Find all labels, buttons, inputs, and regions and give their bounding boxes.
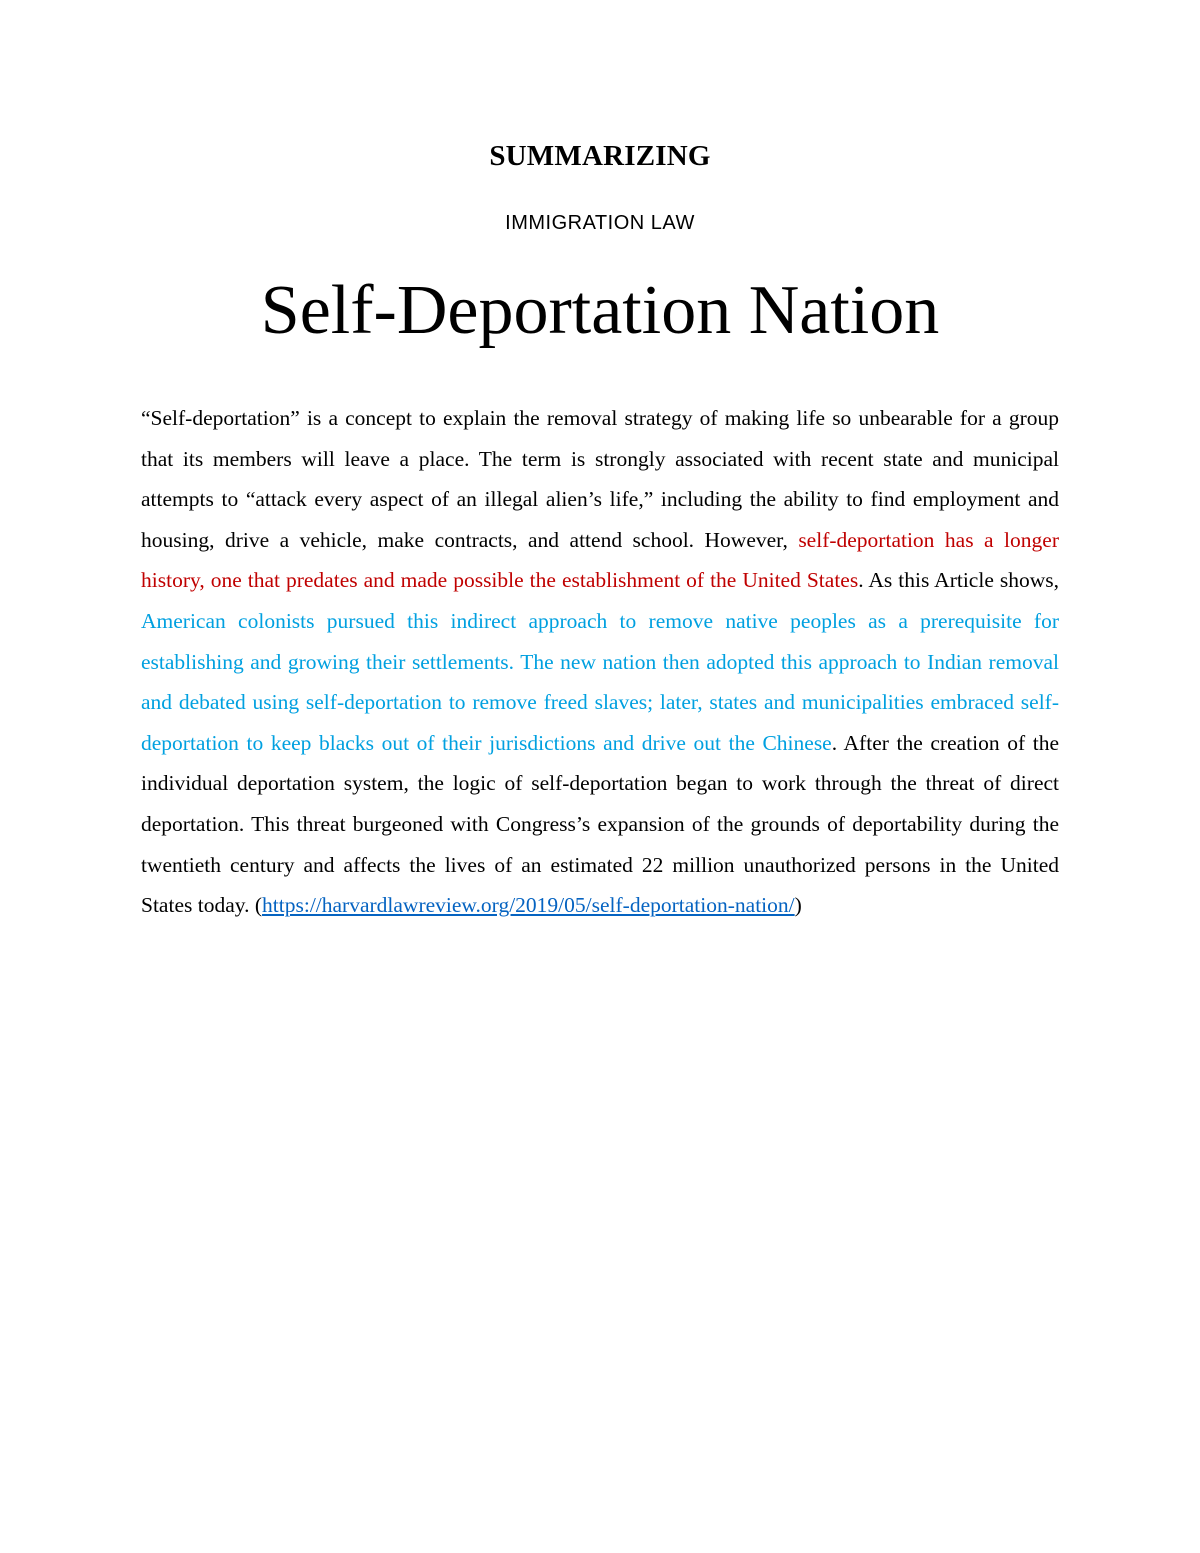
highlight-blue-text: American colonists pursued this indirect approach to remove native peoples as a prerequisite for establishing and growing their settlements. The new nation then adopted this approach to Indian removal and debated using self-deportation to remove freed slaves; later, states and municipalities embraced self-deportation to keep blacks out of their jurisdictions and drive out the Chinese xyxy=(141,608,1059,755)
summary-paragraph xyxy=(141,398,1059,926)
highlight-red-text: self-deportation has a longer history, one that predates and made possible the establishment of the United States xyxy=(141,527,1059,593)
paren-close: ) xyxy=(794,893,802,918)
paragraph-text-2: . As this Article shows, xyxy=(858,568,1059,593)
topic-subheading: IMMIGRATION LAW xyxy=(505,212,695,234)
paren-open: ( xyxy=(254,893,263,918)
paragraph-text-3: . After the creation of the individual deportation system, the logic of self-deportation began to work through the threat of direct deportation. This threat burgeoned with Congress’s expansion of the grounds of deportability during the twentieth century and affects the lives of an estimated 22 million unauthorized persons in the United States today. xyxy=(141,730,1059,918)
paragraph-text-1: “Self-deportation” is a concept to explain the removal strategy of making life so unbearable for a group that its members will leave a place. The term is strongly associated with recent state and municipal attempts to “attack every aspect of an illegal alien’s life,” including the ability to find employment and housing, drive a vehicle, make contracts, and attend school. However, xyxy=(141,406,1059,552)
page-title: Self-Deportation Nation xyxy=(260,272,940,349)
section-heading: SUMMARIZING xyxy=(489,140,711,172)
source-link[interactable]: https://harvardlawreview.org/2019/05/self-deportation-nation/ xyxy=(262,893,795,918)
